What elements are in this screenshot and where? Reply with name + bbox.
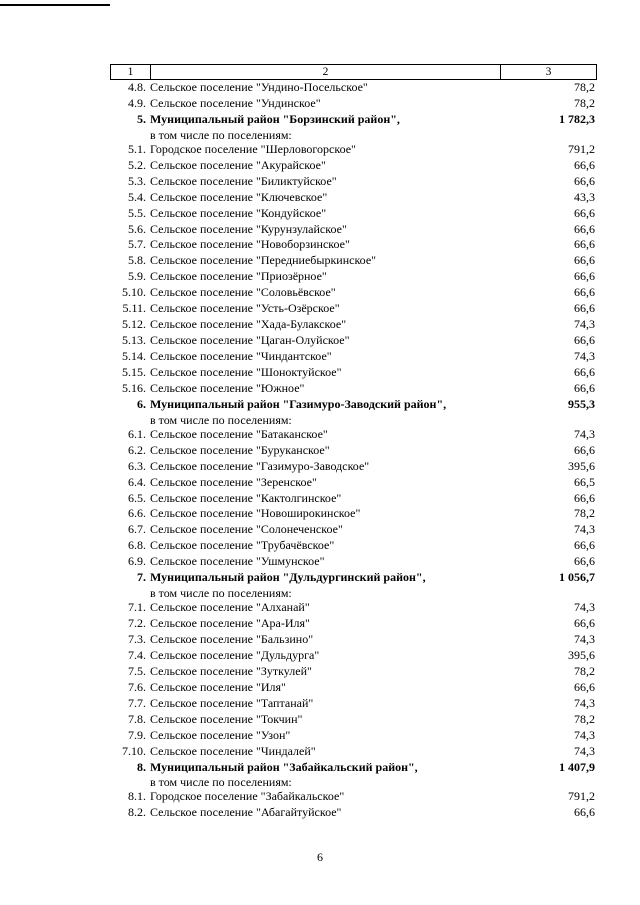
table-row bbox=[110, 112, 597, 128]
row-name: Сельское поселение "Алханай" bbox=[150, 600, 310, 615]
row-number: 5. bbox=[137, 111, 146, 126]
row-name: в том числе по поселениям: bbox=[150, 127, 292, 142]
row-number: 8.1. bbox=[128, 789, 146, 804]
row-number: 5.5. bbox=[128, 205, 146, 220]
row-name: Сельское поселение "Акурайское" bbox=[150, 157, 326, 172]
table-row bbox=[110, 760, 597, 776]
row-value: 78,2 bbox=[574, 506, 595, 521]
table-row bbox=[110, 491, 597, 507]
table-row bbox=[110, 174, 597, 190]
row-number: 8.2. bbox=[128, 805, 146, 820]
row-name: Сельское поселение "Ключевское" bbox=[150, 189, 328, 204]
row-value: 395,6 bbox=[568, 647, 595, 662]
row-value: 66,6 bbox=[574, 538, 595, 553]
row-number: 5.11. bbox=[122, 301, 146, 316]
table-row bbox=[110, 616, 597, 632]
row-value: 74,3 bbox=[574, 522, 595, 537]
row-value bbox=[515, 775, 597, 789]
row-number: 6.5. bbox=[128, 490, 146, 505]
row-name: Сельское поселение "Иля" bbox=[150, 679, 286, 694]
table-row bbox=[110, 80, 597, 96]
header-col-1: 1 bbox=[111, 65, 151, 79]
table-row bbox=[110, 789, 597, 805]
row-value: 66,6 bbox=[574, 679, 595, 694]
table-row bbox=[110, 538, 597, 554]
header-col-2: 2 bbox=[151, 65, 501, 79]
row-value: 78,2 bbox=[574, 711, 595, 726]
row-number bbox=[110, 586, 150, 600]
table-row bbox=[110, 805, 597, 821]
table-row bbox=[110, 475, 597, 491]
row-name: Сельское поселение "Кондуйское" bbox=[150, 205, 327, 220]
row-value: 74,3 bbox=[574, 349, 595, 363]
table-row bbox=[110, 365, 597, 381]
row-name: Сельское поселение "Батаканское" bbox=[150, 426, 328, 441]
row-number: 6.3. bbox=[128, 458, 146, 473]
row-number: 6.1. bbox=[128, 426, 146, 441]
row-value: 66,6 bbox=[574, 364, 595, 379]
table-row bbox=[110, 459, 597, 475]
table-row bbox=[110, 648, 597, 664]
row-name: Сельское поселение "Чиндантское" bbox=[150, 349, 332, 363]
row-name: Муниципальный район "Забайкальский район", bbox=[150, 759, 418, 774]
row-value: 1 056,7 bbox=[559, 570, 595, 585]
row-name: Сельское поселение "Зуткулей" bbox=[150, 663, 312, 678]
row-name: Сельское поселение "Кактолгинское" bbox=[150, 490, 342, 505]
row-value: 74,3 bbox=[574, 600, 595, 615]
row-value: 74,3 bbox=[574, 743, 595, 758]
row-number: 6.9. bbox=[128, 554, 146, 569]
row-value: 66,6 bbox=[574, 490, 595, 505]
row-name: Сельское поселение "Биликтуйское" bbox=[150, 173, 337, 188]
table-row bbox=[110, 128, 597, 142]
row-name: Сельское поселение "Ундинское" bbox=[150, 95, 321, 110]
header-col-3: 3 bbox=[545, 66, 552, 78]
row-name: Муниципальный район "Дульдургинский район", bbox=[150, 570, 426, 585]
table-row bbox=[110, 413, 597, 427]
row-number: 5.8. bbox=[128, 253, 146, 268]
table-row bbox=[110, 222, 597, 238]
row-number: 5.14. bbox=[122, 349, 146, 363]
table-row bbox=[110, 158, 597, 174]
row-number: 5.3. bbox=[128, 173, 146, 188]
row-name: Городское поселение "Шерловогорское" bbox=[150, 141, 356, 156]
row-number: 6.8. bbox=[128, 538, 146, 553]
row-number: 5.1. bbox=[128, 141, 146, 156]
row-number: 5.9. bbox=[128, 269, 146, 284]
row-number: 5.6. bbox=[128, 221, 146, 236]
row-value: 66,6 bbox=[574, 616, 595, 631]
row-number: 5.2. bbox=[128, 157, 146, 172]
row-value: 66,6 bbox=[574, 253, 595, 268]
allocation-table bbox=[110, 64, 597, 821]
table-row bbox=[110, 712, 597, 728]
row-number: 6.7. bbox=[128, 522, 146, 537]
row-name: Сельское поселение "Усть-Озёрское" bbox=[150, 301, 340, 316]
row-name: Сельское поселение "Цаган-Олуйское" bbox=[150, 333, 350, 348]
row-value bbox=[515, 413, 597, 427]
row-name: Сельское поселение "Соловьёвское" bbox=[150, 285, 336, 300]
row-value: 1 407,9 bbox=[559, 759, 595, 774]
row-name: Сельское поселение "Таптанай" bbox=[150, 695, 314, 710]
row-value: 74,3 bbox=[574, 727, 595, 742]
row-number bbox=[110, 413, 150, 427]
row-name: Сельское поселение "Дульдурга" bbox=[150, 647, 320, 662]
row-name: Сельское поселение "Хада-Булакское" bbox=[150, 317, 347, 332]
row-number: 5.4. bbox=[128, 189, 146, 204]
row-name: Сельское поселение "Буруканское" bbox=[150, 442, 330, 457]
row-value: 66,6 bbox=[574, 301, 595, 316]
table-row bbox=[110, 301, 597, 317]
row-number: 7.2. bbox=[128, 616, 146, 631]
table-row bbox=[110, 285, 597, 301]
row-number: 7.1. bbox=[128, 600, 146, 615]
row-value: 66,6 bbox=[574, 554, 595, 569]
table-row bbox=[110, 586, 597, 600]
table-body bbox=[110, 80, 597, 821]
page-number: 6 bbox=[317, 850, 323, 864]
table-row bbox=[110, 333, 597, 349]
row-name: Сельское поселение "Приозёрное" bbox=[150, 269, 327, 284]
row-number: 6.6. bbox=[128, 506, 146, 521]
row-value: 791,2 bbox=[568, 789, 595, 804]
row-value: 78,2 bbox=[574, 95, 595, 110]
row-value: 74,3 bbox=[574, 426, 595, 441]
row-name: Сельское поселение "Токчин" bbox=[150, 711, 303, 726]
row-name: Сельское поселение "Новоширокинское" bbox=[150, 506, 361, 521]
row-name: Сельское поселение "Трубачёвское" bbox=[150, 538, 335, 553]
row-value: 66,6 bbox=[574, 333, 595, 348]
row-name: Сельское поселение "Южное" bbox=[150, 380, 305, 395]
row-name: Сельское поселение "Ушмунское" bbox=[150, 554, 325, 569]
row-number bbox=[110, 775, 150, 789]
table-row bbox=[110, 664, 597, 680]
row-value: 43,3 bbox=[574, 189, 595, 204]
table-row bbox=[110, 744, 597, 760]
row-value: 66,6 bbox=[574, 269, 595, 284]
row-number: 5.15. bbox=[122, 364, 146, 379]
row-name: Сельское поселение "Шоноктуйское" bbox=[150, 364, 342, 379]
table-row bbox=[110, 506, 597, 522]
row-number: 5.7. bbox=[128, 237, 146, 252]
table-row bbox=[110, 427, 597, 443]
row-name: Сельское поселение "Чиндалей" bbox=[150, 743, 316, 758]
row-value: 395,6 bbox=[568, 458, 595, 473]
row-value: 66,6 bbox=[574, 173, 595, 188]
row-value: 66,6 bbox=[574, 221, 595, 236]
row-name: Сельское поселение "Новоборзинское" bbox=[150, 237, 350, 252]
row-value: 66,6 bbox=[574, 285, 595, 300]
row-value: 66,6 bbox=[574, 157, 595, 172]
row-number: 7.6. bbox=[128, 679, 146, 694]
table-row bbox=[110, 190, 597, 206]
row-value bbox=[515, 586, 597, 600]
row-name: Сельское поселение "Ара-Иля" bbox=[150, 616, 310, 631]
row-number: 6.2. bbox=[128, 442, 146, 457]
row-name: в том числе по поселениям: bbox=[150, 412, 292, 427]
row-number: 7. bbox=[137, 570, 146, 585]
table-row bbox=[110, 600, 597, 616]
row-value: 955,3 bbox=[568, 396, 595, 411]
row-number: 7.10. bbox=[122, 743, 146, 758]
row-value: 74,3 bbox=[574, 317, 595, 332]
table-row bbox=[110, 142, 597, 158]
row-value: 78,2 bbox=[574, 80, 595, 94]
row-name: Сельское поселение "Солонеченское" bbox=[150, 522, 343, 537]
row-number: 4.8. bbox=[128, 80, 146, 94]
row-name: Муниципальный район "Газимуро-Заводский район", bbox=[150, 396, 447, 411]
table-row bbox=[110, 775, 597, 789]
table-row bbox=[110, 206, 597, 222]
row-name: Сельское поселение "Абагайтуйское" bbox=[150, 805, 342, 820]
row-value bbox=[515, 128, 597, 142]
table-row bbox=[110, 728, 597, 744]
row-name: в том числе по поселениям: bbox=[150, 586, 292, 601]
row-number: 6. bbox=[137, 396, 146, 411]
table-row bbox=[110, 632, 597, 648]
table-row bbox=[110, 570, 597, 586]
row-name: Сельское поселение "Передниебыркинское" bbox=[150, 253, 377, 268]
row-number: 7.7. bbox=[128, 695, 146, 710]
table-row bbox=[110, 317, 597, 333]
row-number: 7.3. bbox=[128, 632, 146, 646]
table-row bbox=[110, 554, 597, 570]
row-number: 4.9. bbox=[128, 95, 146, 110]
table-row bbox=[110, 269, 597, 285]
row-name: Сельское поселение "Бальзино" bbox=[150, 632, 314, 646]
row-value: 78,2 bbox=[574, 663, 595, 678]
row-name: Сельское поселение "Газимуро-Заводское" bbox=[150, 458, 370, 473]
table-row bbox=[110, 696, 597, 712]
table-row bbox=[110, 237, 597, 253]
row-number: 7.9. bbox=[128, 727, 146, 742]
table-row bbox=[110, 96, 597, 112]
row-name: Сельское поселение "Курунзулайское" bbox=[150, 221, 347, 236]
row-number: 5.10. bbox=[122, 285, 146, 300]
row-number: 7.5. bbox=[128, 663, 146, 678]
row-number: 8. bbox=[137, 759, 146, 774]
table-row bbox=[110, 349, 597, 365]
row-number: 7.8. bbox=[128, 711, 146, 726]
row-name: Городское поселение "Забайкальское" bbox=[150, 789, 345, 804]
row-number: 6.4. bbox=[128, 474, 146, 489]
row-value: 66,5 bbox=[574, 474, 595, 489]
table-row bbox=[110, 522, 597, 538]
row-name: Сельское поселение "Зеренское" bbox=[150, 474, 317, 489]
row-value: 66,6 bbox=[574, 237, 595, 252]
row-number bbox=[110, 128, 150, 142]
row-value: 66,6 bbox=[574, 380, 595, 395]
row-number: 5.16. bbox=[122, 380, 146, 395]
row-value: 74,3 bbox=[574, 695, 595, 710]
row-number: 7.4. bbox=[128, 647, 146, 662]
table-row bbox=[110, 253, 597, 269]
row-name: Сельское поселение "Узон" bbox=[150, 727, 291, 742]
row-name: Муниципальный район "Борзинский район", bbox=[150, 111, 400, 126]
table-row bbox=[110, 381, 597, 397]
row-number: 5.13. bbox=[122, 333, 146, 348]
row-name: Сельское поселение "Ундино-Посельское" bbox=[150, 80, 368, 94]
top-rule bbox=[0, 4, 110, 6]
table-row bbox=[110, 680, 597, 696]
table-header bbox=[110, 64, 597, 80]
row-name: в том числе по поселениям: bbox=[150, 775, 292, 790]
row-value: 1 782,3 bbox=[559, 111, 595, 126]
row-value: 66,6 bbox=[574, 205, 595, 220]
row-value: 66,6 bbox=[574, 805, 595, 820]
row-value: 66,6 bbox=[574, 442, 595, 457]
row-number: 5.12. bbox=[122, 317, 146, 332]
table-row bbox=[110, 443, 597, 459]
row-value: 791,2 bbox=[568, 141, 595, 156]
row-value: 74,3 bbox=[574, 632, 595, 646]
table-row bbox=[110, 397, 597, 413]
